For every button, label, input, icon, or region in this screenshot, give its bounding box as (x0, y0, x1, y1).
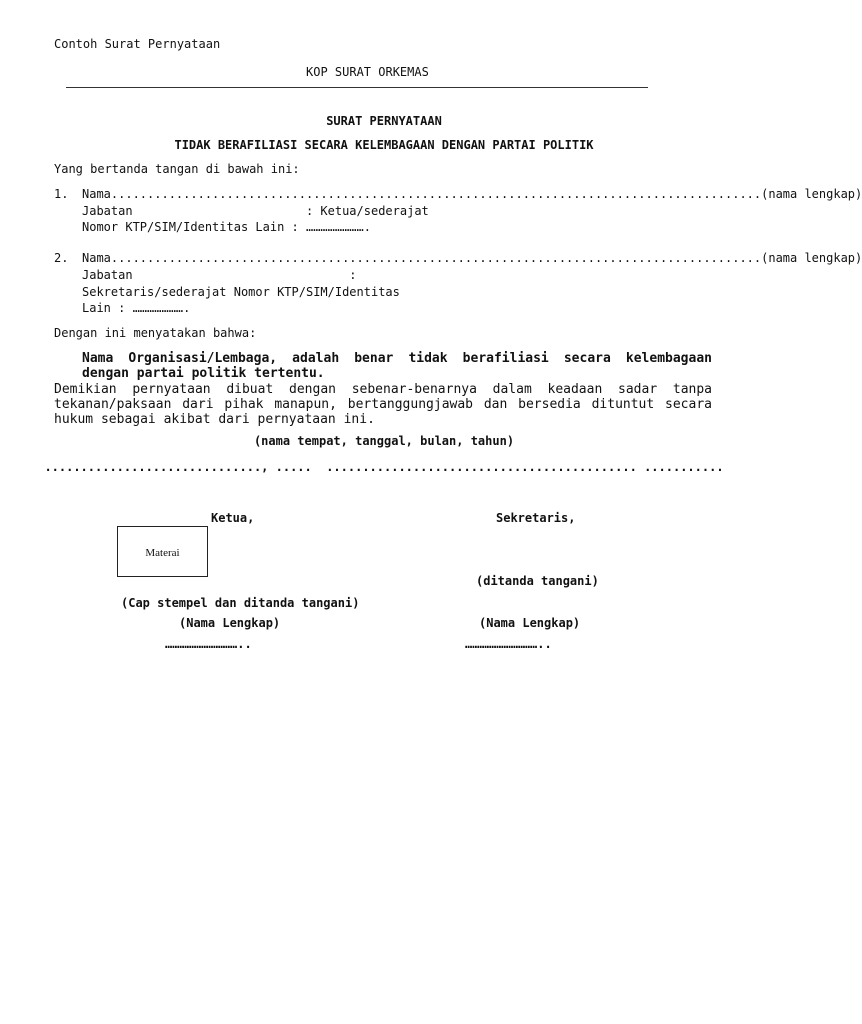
letterhead-divider (66, 87, 648, 88)
secretary-sign-note: (ditanda tangani) (476, 574, 599, 588)
signer-2-position-line: Jabatan : (82, 268, 357, 282)
chairman-role: Ketua, (211, 511, 255, 525)
signer-2-name-line: Nama..........................................................................................(nama lengkap) (82, 251, 862, 265)
signer-2-number: 2. (54, 251, 69, 265)
declaration-body: Nama Organisasi/Lembaga, adalah benar tidak berafiliasi secara kelembagaan dengan partai politik tertentu. (82, 351, 712, 381)
document-caption: Contoh Surat Pernyataan (54, 37, 221, 51)
place-date-line: .............................., ..... ........................................... ........... (44, 460, 724, 474)
duty-stamp-label: Materai (145, 547, 180, 559)
intro-text: Yang bertanda tangan di bawah ini: (54, 162, 300, 176)
declaration-intro: Dengan ini menyatakan bahwa: (54, 326, 257, 340)
place-date-hint: (nama tempat, tanggal, bulan, tahun) (253, 434, 515, 448)
chairman-sign-note: (Cap stempel dan ditanda tangani) (121, 596, 360, 610)
signer-1-number: 1. (54, 187, 69, 201)
document-subtitle: TIDAK BERAFILIASI SECARA KELEMBAGAAN DENGAN PARTAI POLITIK (174, 138, 594, 152)
letterhead-placeholder: KOP SURAT ORKEMAS (306, 65, 429, 79)
signer-2-id-line: Sekretaris/sederajat Nomor KTP/SIM/Identitas (82, 285, 400, 299)
duty-stamp-box (117, 526, 208, 577)
signer-1-position-line: Jabatan : Ketua/sederajat (82, 204, 429, 218)
secretary-name-dots: ………………………….. (465, 637, 552, 651)
closing-paragraph: Demikian pernyataan dibuat dengan sebenar-benarnya dalam keadaan sadar tanpa tekanan/paksaan dari pihak manapun, bertanggungjawab dan bersedia dituntut secara hukum sebagai akibat dari pernyataan ini. (54, 382, 712, 427)
chairman-name-hint: (Nama Lengkap) (179, 616, 281, 630)
document-title: SURAT PERNYATAAN (326, 114, 442, 128)
secretary-role: Sekretaris, (496, 511, 576, 525)
signer-2-id-line-2: Lain : …………………. (82, 301, 191, 315)
signer-1-name-line: Nama..........................................................................................(nama lengkap) (82, 187, 862, 201)
chairman-name-dots: ………………………….. (165, 637, 252, 651)
signer-1-id-line: Nomor KTP/SIM/Identitas Lain : ……………………. (82, 220, 371, 234)
secretary-name-hint: (Nama Lengkap) (479, 616, 581, 630)
